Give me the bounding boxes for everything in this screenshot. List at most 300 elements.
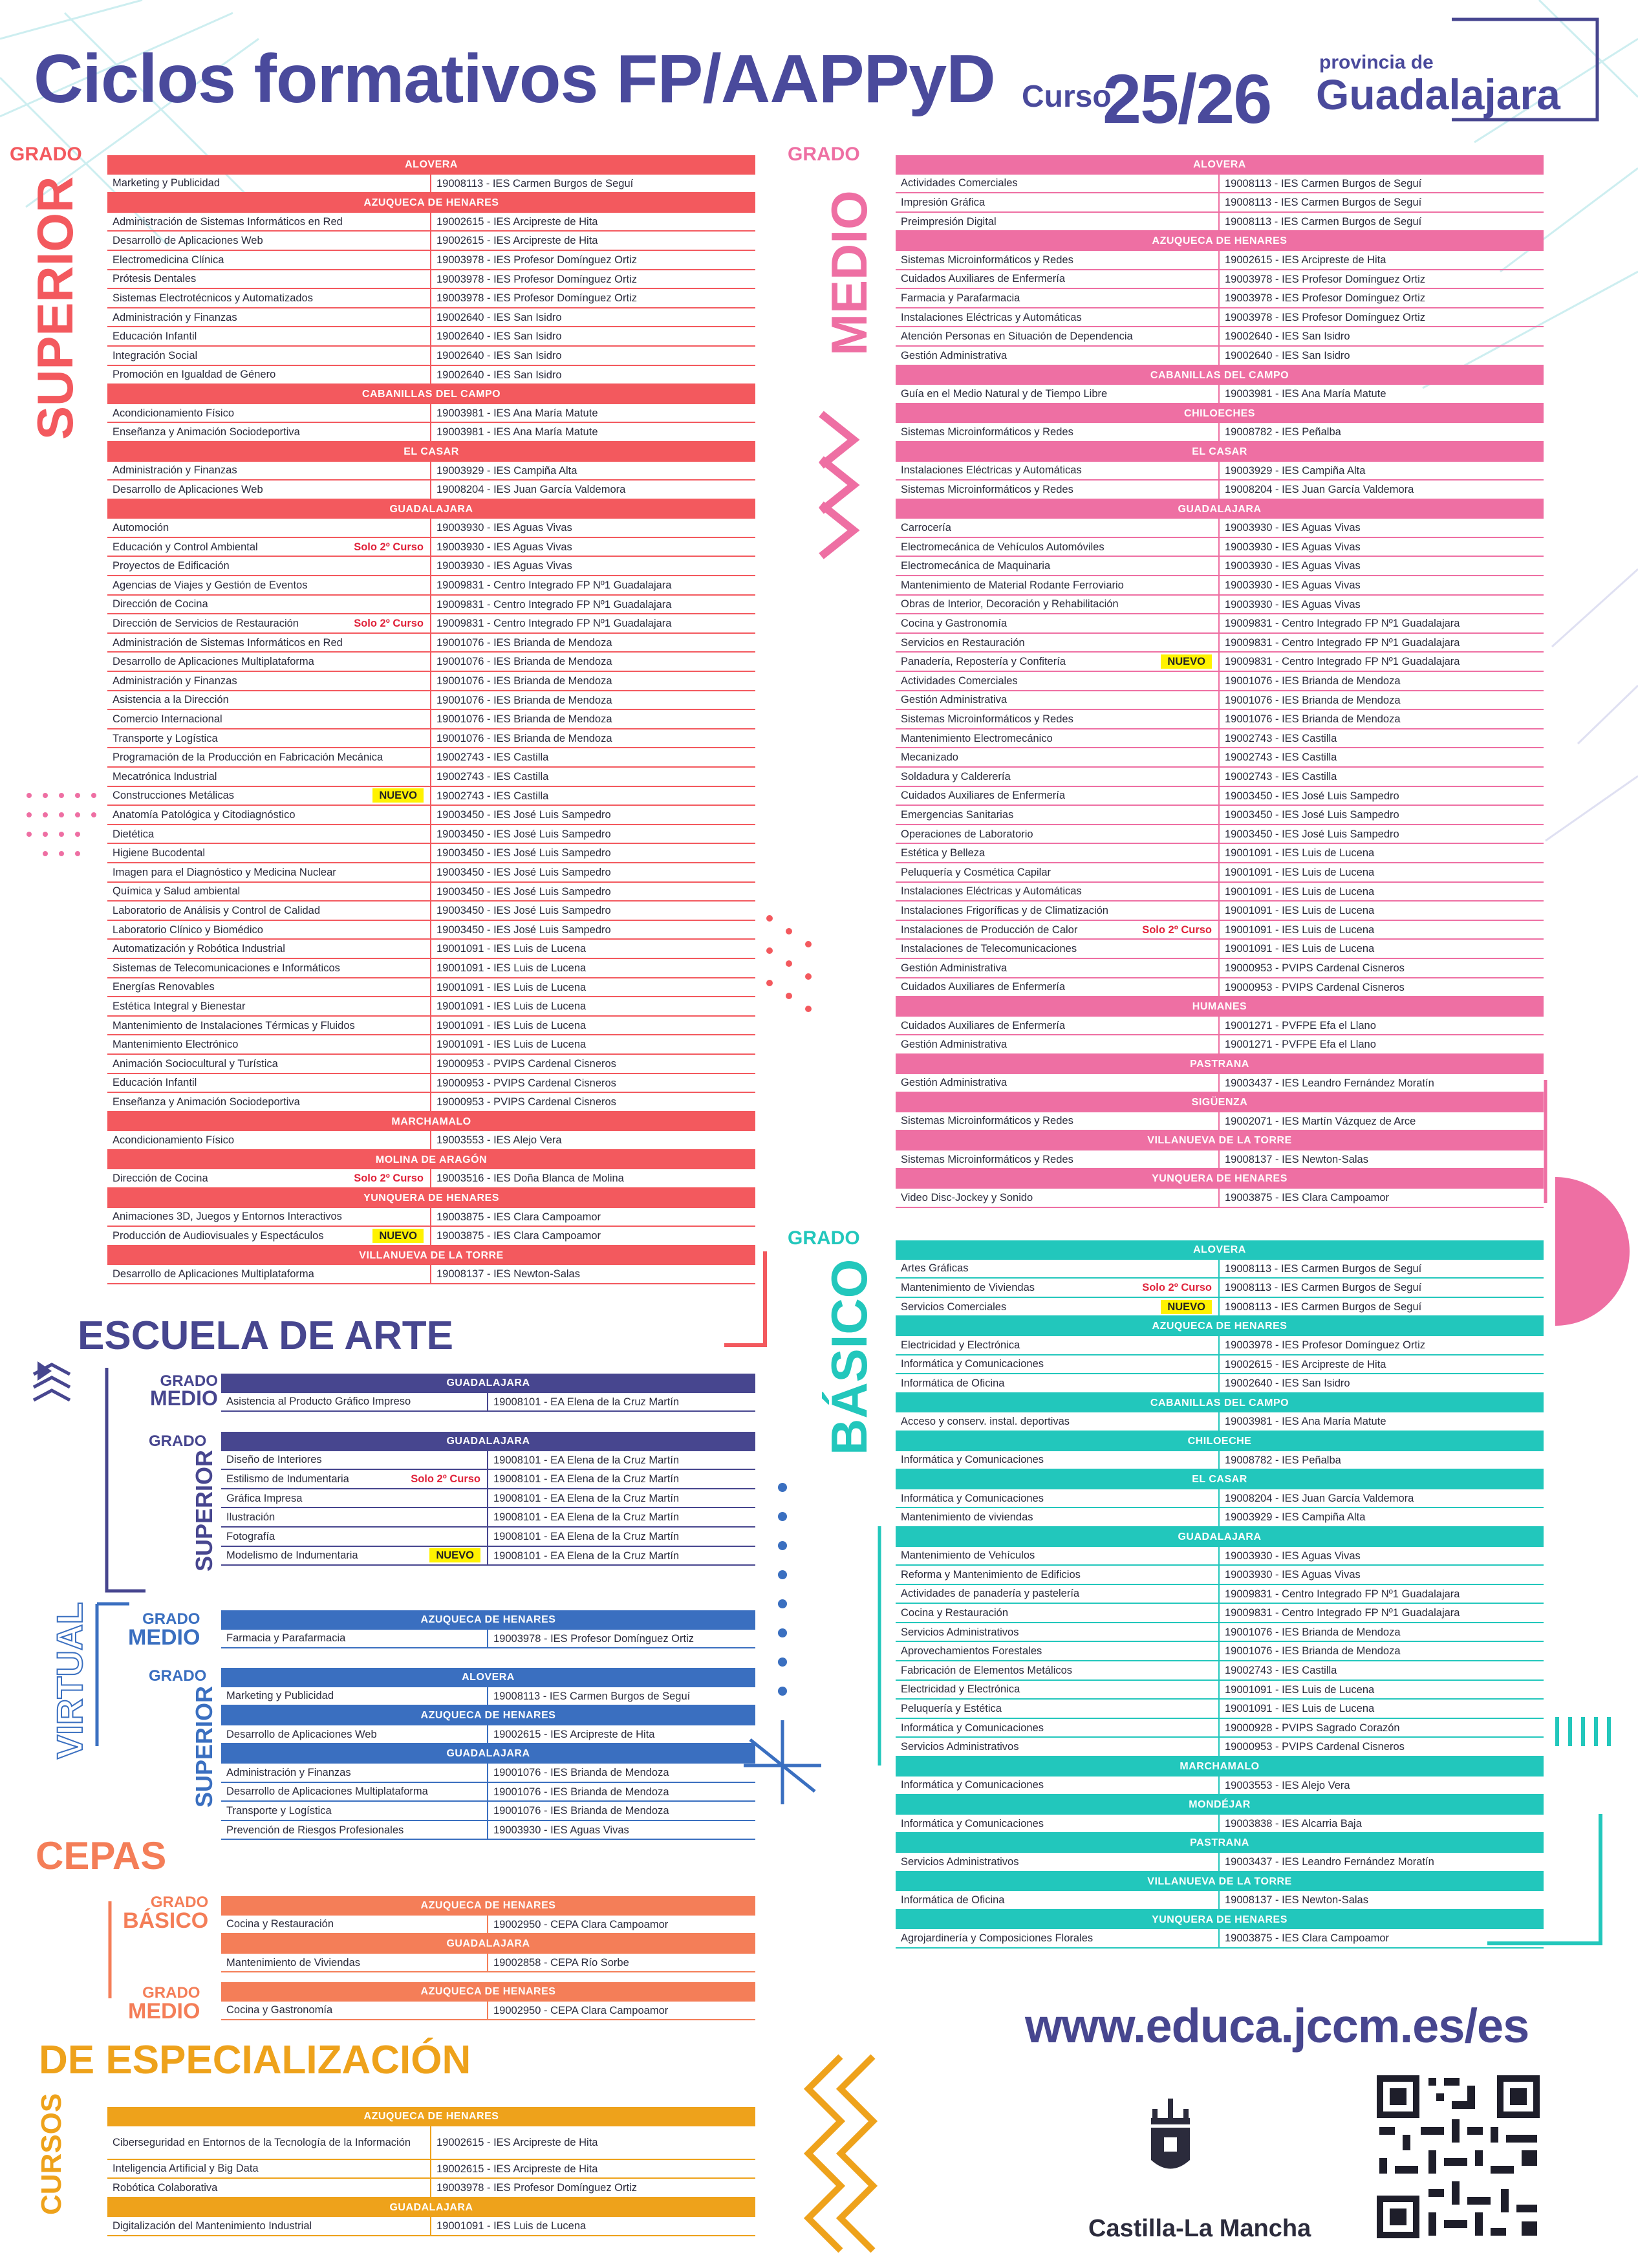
center-code: 19001076 - IES Brianda de Mendoza (436, 675, 612, 687)
center-code: 19000928 - PVIPS Sagrado Corazón (1225, 1722, 1400, 1734)
location-header-yunquera-de-henares: YUNQUERA DE HENARES (107, 1189, 755, 1208)
table-row (896, 1017, 1544, 1036)
course-name: Carrocería (901, 522, 951, 534)
location-header-villanueva-de-la-torre: VILLANUEVA DE LA TORRE (107, 1246, 755, 1266)
center-code: 19000953 - PVIPS Cardenal Cisneros (1225, 981, 1405, 993)
course-name: Laboratorio de Análisis y Control de Calidad (113, 904, 321, 916)
course-name: Desarrollo de Aplicaciones Web (113, 235, 263, 247)
center-code: 19003930 - IES Aguas Vivas (1225, 1550, 1361, 1562)
course-name: Programación de la Producción en Fabricación Mecánica (113, 751, 383, 764)
course-name: Educación Infantil (113, 330, 197, 343)
course-name: Informática de Oficina (901, 1377, 1005, 1389)
center-code: 19008101 - EA Elena de la Cruz Martín (493, 1473, 680, 1485)
table-row (107, 557, 755, 576)
table-row (896, 423, 1544, 442)
course-name: Prótesis Dentales (113, 273, 197, 285)
nuevo-badge: NUEVO (1161, 1300, 1212, 1314)
center-code: 19000953 - PVIPS Cardenal Cisneros (1225, 1741, 1405, 1753)
table-row (107, 902, 755, 921)
center-code: 19008113 - IES Carmen Burgos de Seguí (436, 177, 634, 189)
course-name: Gestión Administrativa (901, 349, 1008, 362)
course-name: Cuidados Auxiliares de Enfermería (901, 790, 1066, 802)
center-code: 19003553 - IES Alejo Vera (436, 1134, 562, 1147)
table-row (896, 308, 1544, 328)
medio-text: MEDIO (128, 1625, 200, 1650)
course-name: Dietética (113, 828, 155, 840)
course-name: Electricidad y Electrónica (901, 1339, 1020, 1351)
cepas-basico-table (221, 1896, 755, 1972)
table-row (896, 672, 1544, 691)
course-name: Acondicionamiento Físico (113, 407, 235, 419)
table-row (107, 251, 755, 270)
table-row (896, 1815, 1544, 1834)
course-name: Gráfica Impresa (226, 1492, 303, 1504)
course-name: Estética y Belleza (901, 847, 986, 859)
table-row (107, 462, 755, 481)
location-header-alovera: ALOVERA (221, 1668, 755, 1687)
course-name: Video Disc-Jockey y Sonido (901, 1191, 1033, 1204)
table-row (896, 1112, 1544, 1132)
location-header-mondejar: MONDÉJAR (896, 1795, 1544, 1815)
course-name: Modelismo de Indumentaria (226, 1550, 358, 1562)
course-name: Impresión Gráfica (901, 196, 986, 208)
course-name: Electromecánica de Maquinaria (901, 560, 1051, 572)
center-code: 19003978 - IES Profesor Domínguez Ortiz (436, 292, 637, 305)
center-code: 19003930 - IES Aguas Vivas (1225, 541, 1361, 553)
course-name: Integración Social (113, 349, 198, 362)
course-name: Comercio Internacional (113, 713, 222, 726)
course-name: Dirección de Cocina (113, 598, 208, 610)
course-name: Gestión Administrativa (901, 1039, 1008, 1051)
center-code: 19003930 - IES Aguas Vivas (493, 1824, 629, 1836)
center-code: 19003450 - IES José Luis Sampedro (1225, 809, 1399, 821)
center-code: 19008113 - IES Carmen Burgos de Seguí (1225, 1282, 1422, 1294)
table-row (221, 1547, 755, 1566)
table-row (896, 557, 1544, 576)
center-code: 19002743 - IES Castilla (436, 790, 549, 802)
center-code: 19001091 - IES Luis de Lucena (436, 943, 587, 955)
course-name: Sistemas Microinformáticos y Redes (901, 713, 1073, 726)
center-code: 19003929 - IES Campiña Alta (436, 464, 577, 477)
table-row (896, 327, 1544, 347)
course-name: Marketing y Publicidad (226, 1690, 334, 1702)
center-code: 19009831 - Centro Integrado FP Nº1 Guadalajara (1225, 618, 1460, 630)
course-name: Producción de Audiovisuales y Espectáculos (113, 1230, 324, 1242)
table-row (107, 2160, 755, 2179)
location-header-guadalajara: GUADALAJARA (107, 2198, 755, 2218)
course-name: Diseño de Interiores (226, 1454, 322, 1466)
table-row (896, 1189, 1544, 1208)
escuela-arte-title: ESCUELA DE ARTE (78, 1313, 454, 1358)
center-code: 19008137 - IES Newton-Salas (1225, 1894, 1368, 1906)
center-code: 19000953 - PVIPS Cardenal Cisneros (436, 1057, 616, 1070)
center-code: 19009831 - Centro Integrado FP Nº1 Guadalajara (436, 598, 672, 610)
course-name: Laboratorio Clínico y Biomédico (113, 923, 263, 936)
table-row (896, 1150, 1544, 1170)
center-code: 19003450 - IES José Luis Sampedro (436, 905, 611, 917)
arte-medio-table (221, 1374, 755, 1412)
center-code: 19008113 - IES Carmen Burgos de Seguí (493, 1690, 691, 1702)
course-name: Sistemas de Telecomunicaciones e Informáticos (113, 962, 340, 974)
course-name: Energías Renovables (113, 981, 215, 993)
center-code: 19008137 - IES Newton-Salas (1225, 1153, 1368, 1165)
course-name: Mantenimiento de Material Rodante Ferroviario (901, 579, 1124, 591)
table-row (221, 1916, 755, 1935)
center-code: 19001076 - IES Brianda de Mendoza (436, 636, 612, 649)
center-code: 19003450 - IES José Luis Sampedro (1225, 790, 1399, 802)
center-code: 19003838 - IES Alcarria Baja (1225, 1817, 1362, 1830)
table-row (107, 213, 755, 232)
center-code: 19008113 - IES Carmen Burgos de Seguí (1225, 1262, 1422, 1275)
table-row (107, 175, 755, 194)
table-row (221, 1725, 755, 1745)
center-code: 19001091 - IES Luis de Lucena (1225, 847, 1375, 859)
table-row (221, 1489, 755, 1509)
cepas-title: CEPAS (36, 1834, 167, 1877)
cepas-medio-table (221, 1982, 755, 2020)
course-name: Administración y Finanzas (113, 464, 237, 477)
table-row (107, 481, 755, 500)
location-header-humanes: HUMANES (896, 997, 1544, 1017)
grado-text: GRADO (150, 1894, 209, 1911)
table-row (896, 1719, 1544, 1738)
course-name: Informática de Oficina (901, 1894, 1005, 1906)
center-code: 19001076 - IES Brianda de Mendoza (436, 694, 612, 706)
course-name: Cuidados Auxiliares de Enfermería (901, 273, 1066, 285)
center-code: 19001091 - IES Luis de Lucena (436, 2220, 587, 2232)
course-name: Guía en el Medio Natural y de Tiempo Libre (901, 387, 1108, 400)
course-name: Informática y Comunicaciones (901, 1454, 1044, 1466)
center-code: 19008113 - IES Carmen Burgos de Seguí (1225, 215, 1422, 228)
page-title: Ciclos formativos FP/AAPPyD (34, 41, 995, 117)
center-code: 19003437 - IES Leandro Fernández Moratín (1225, 1856, 1434, 1868)
course-name: Peluquería y Cosmética Capilar (901, 866, 1051, 878)
course-name: Mantenimiento Electromecánico (901, 732, 1053, 744)
table-row (896, 576, 1544, 596)
course-name: Educación Infantil (113, 1077, 197, 1089)
table-row (896, 1547, 1544, 1566)
table-row (107, 519, 755, 538)
table-row (107, 2179, 755, 2198)
table-row (896, 806, 1544, 825)
course-name: Desarrollo de Aplicaciones Multiplataforma (113, 1268, 314, 1280)
table-row (107, 691, 755, 711)
table-row (107, 940, 755, 959)
cursos-vertical-label: CURSOS (36, 2093, 67, 2215)
table-row (896, 1891, 1544, 1910)
table-row (896, 729, 1544, 749)
table-row (107, 1169, 755, 1189)
course-name: Servicios Administrativos (901, 1741, 1019, 1753)
course-name: Cocina y Gastronomía (226, 2004, 333, 2016)
table-row (107, 844, 755, 863)
center-code: 19001091 - IES Luis de Lucena (1225, 1703, 1375, 1715)
table-row (107, 2217, 755, 2236)
table-row (107, 768, 755, 787)
arte-superior-vertical-label: SUPERIOR (191, 1449, 217, 1571)
center-code: 19008101 - EA Elena de la Cruz Martín (493, 1454, 680, 1466)
table-row (107, 232, 755, 251)
course-name: Cuidados Auxiliares de Enfermería (901, 981, 1066, 993)
website-link[interactable]: www.educa.jccm.es/es (1025, 1999, 1529, 2053)
center-code: 19008204 - IES Juan García Valdemora (436, 484, 626, 496)
qr-code-icon[interactable] (1374, 2073, 1542, 2241)
course-name: Digitalización del Mantenimiento Industrial (113, 2220, 312, 2232)
center-code: 19003450 - IES José Luis Sampedro (436, 847, 611, 859)
center-code: 19002640 - IES San Isidro (1225, 330, 1350, 343)
center-code: 19003978 - IES Profesor Domínguez Ortiz (1225, 311, 1425, 323)
virtual-medio-table (221, 1610, 755, 1648)
course-name: Instalaciones Eléctricas y Automáticas (901, 885, 1082, 898)
location-header-guadalajara: GUADALAJARA (107, 500, 755, 519)
superior-vertical-label: SUPERIOR (27, 176, 83, 440)
course-name: Informática y Comunicaciones (901, 1817, 1044, 1830)
solo-segundo-curso-badge: Solo 2º Curso (354, 541, 424, 553)
table-row (107, 1017, 755, 1036)
table-row (896, 902, 1544, 921)
center-code: 19003978 - IES Profesor Domínguez Ortiz (436, 2182, 637, 2194)
table-row (896, 538, 1544, 557)
course-name: Cocina y Restauración (226, 1918, 334, 1930)
course-name: Fotografía (226, 1530, 275, 1542)
center-code: 19008204 - IES Juan García Valdemora (1225, 484, 1414, 496)
table-row (896, 1279, 1544, 1298)
table-row (221, 1508, 755, 1528)
center-code: 19003978 - IES Profesor Domínguez Ortiz (1225, 292, 1425, 305)
center-code: 19003450 - IES José Luis Sampedro (436, 828, 611, 840)
course-name: Servicios Comerciales (901, 1301, 1007, 1313)
course-name: Enseñanza y Animación Sociodeportiva (113, 1096, 300, 1108)
course-name: Mantenimiento de Instalaciones Térmicas y Fluidos (113, 1019, 355, 1031)
center-code: 19009831 - Centro Integrado FP Nº1 Guadalajara (1225, 656, 1460, 668)
table-row (896, 213, 1544, 232)
course-name: Transporte y Logística (113, 732, 218, 744)
table-row (896, 1853, 1544, 1872)
course-name: Instalaciones Eléctricas y Automáticas (901, 311, 1082, 323)
course-name: Informática y Comunicaciones (901, 1779, 1044, 1791)
table-row (107, 863, 755, 883)
location-header-azuqueca-de-henares: AZUQUECA DE HENARES (896, 1317, 1544, 1336)
course-name: Sistemas Microinformáticos y Redes (901, 483, 1073, 495)
medio-table (896, 155, 1544, 1208)
table-row (107, 672, 755, 691)
center-code: 19008101 - EA Elena de la Cruz Martín (493, 1550, 680, 1562)
table-row (107, 997, 755, 1017)
center-code: 19002743 - IES Castilla (1225, 732, 1337, 744)
solo-segundo-curso-badge: Solo 2º Curso (1142, 1281, 1212, 1293)
center-code: 19002743 - IES Castilla (1225, 1665, 1337, 1677)
center-code: 19002615 - IES Arcipreste de Hita (1225, 254, 1386, 266)
center-code: 19003875 - IES Clara Campoamor (1225, 1192, 1390, 1204)
course-name: Mantenimiento de Viviendas (901, 1281, 1035, 1293)
center-code: 19001076 - IES Brianda de Mendoza (1225, 1626, 1401, 1638)
table-row (107, 825, 755, 845)
center-code: 19001091 - IES Luis de Lucena (1225, 1683, 1375, 1696)
center-code: 19003875 - IES Clara Campoamor (436, 1211, 601, 1223)
course-name: Atención Personas en Situación de Dependencia (901, 330, 1133, 343)
solo-segundo-curso-badge: Solo 2º Curso (1142, 923, 1212, 936)
table-row (107, 1208, 755, 1227)
location-header-azuqueca-de-henares: AZUQUECA DE HENARES (107, 2107, 755, 2126)
table-row (221, 1783, 755, 1802)
location-header-pastrana: PASTRANA (896, 1055, 1544, 1074)
course-name: Servicios Administrativos (901, 1855, 1019, 1868)
center-code: 19001076 - IES Brianda de Mendoza (1225, 675, 1401, 687)
center-code: 19003978 - IES Profesor Domínguez Ortiz (1225, 273, 1425, 285)
center-code: 19001091 - IES Luis de Lucena (1225, 943, 1375, 955)
course-name: Emergencias Sanitarias (901, 808, 1014, 821)
center-code: 19008137 - IES Newton-Salas (436, 1268, 580, 1280)
solo-segundo-curso-badge: Solo 2º Curso (354, 1172, 424, 1185)
location-header-molina-de-aragon: MOLINA DE ARAGÓN (107, 1150, 755, 1170)
course-name: Gestión Administrativa (901, 694, 1008, 706)
table-row (107, 596, 755, 615)
course-name: Actividades Comerciales (901, 177, 1018, 189)
course-name: Automatización y Robótica Industrial (113, 943, 285, 955)
course-name: Mecatrónica Industrial (113, 770, 217, 783)
location-header-cabanillas-del-campo: CABANILLAS DEL CAMPO (896, 366, 1544, 385)
medio-text: MEDIO (128, 1999, 200, 2024)
center-code: 19009831 - Centro Integrado FP Nº1 Guadalajara (436, 579, 672, 592)
table-row (107, 710, 755, 729)
center-code: 19001076 - IES Brianda de Mendoza (493, 1766, 669, 1778)
cepas-grado-basico-label (123, 1894, 208, 1932)
location-header-marchamalo: MARCHAMALO (896, 1757, 1544, 1777)
course-name: Servicios Administrativos (901, 1626, 1019, 1638)
table-row (896, 748, 1544, 768)
course-name: Animación Sociocultural y Turística (113, 1057, 278, 1070)
table-row (896, 1585, 1544, 1604)
table-row (896, 481, 1544, 500)
center-code: 19002950 - CEPA Clara Campoamor (493, 1918, 669, 1930)
table-row (107, 423, 755, 442)
table-row (107, 634, 755, 653)
course-name: Acceso y conserv. instal. deportivas (901, 1416, 1070, 1428)
center-code: 19001076 - IES Brianda de Mendoza (1225, 713, 1401, 726)
center-code: 19008113 - IES Carmen Burgos de Seguí (1225, 1301, 1422, 1313)
center-code: 19002640 - IES San Isidro (436, 349, 562, 362)
especializacion-table (107, 2107, 755, 2236)
course-name: Aprovechamientos Forestales (901, 1645, 1042, 1658)
location-header-azuqueca-de-henares: AZUQUECA DE HENARES (221, 1982, 755, 2002)
course-name: Dirección de Servicios de Restauración (113, 618, 299, 630)
table-row (107, 576, 755, 596)
table-row (896, 596, 1544, 615)
course-name: Estética Integral y Bienestar (113, 1000, 246, 1012)
course-name: Desarrollo de Aplicaciones Multiplataforma (226, 1786, 428, 1798)
table-row (896, 193, 1544, 213)
course-name: Agrojardinería y Composiciones Florales (901, 1932, 1094, 1945)
course-name: Obras de Interior, Decoración y Rehabilitación (901, 598, 1119, 610)
course-name: Operaciones de Laboratorio (901, 828, 1033, 840)
center-code: 19001091 - IES Luis de Lucena (1225, 866, 1375, 878)
table-row (107, 327, 755, 347)
table-row (896, 1074, 1544, 1094)
center-code: 19003450 - IES José Luis Sampedro (1225, 828, 1399, 840)
table-row (896, 175, 1544, 194)
course-name: Promoción en Igualdad de Género (113, 369, 276, 381)
course-name: Administración y Finanzas (226, 1766, 351, 1778)
course-name: Cocina y Restauración (901, 1607, 1008, 1619)
table-row (107, 959, 755, 978)
course-name: Soldadura y Calderería (901, 770, 1011, 783)
course-name: Gestión Administrativa (901, 1077, 1008, 1089)
location-header-marchamalo: MARCHAMALO (107, 1112, 755, 1132)
center-code: 19003981 - IES Ana María Matute (1225, 1416, 1386, 1428)
grado-superior-label: GRADO (10, 144, 82, 165)
center-code: 19000953 - PVIPS Cardenal Cisneros (1225, 962, 1405, 974)
center-code: 19003875 - IES Clara Campoamor (1225, 1932, 1390, 1945)
course-name: Prevención de Riesgos Profesionales (226, 1824, 404, 1836)
course-name: Dirección de Cocina (113, 1172, 208, 1185)
location-header-chiloeche: CHILOECHE (896, 1432, 1544, 1451)
center-code: 19003930 - IES Aguas Vivas (436, 560, 572, 572)
center-code: 19002071 - IES Martín Vázquez de Arce (1225, 1115, 1416, 1127)
table-row (107, 538, 755, 557)
center-code: 19003978 - IES Profesor Domínguez Ortiz (436, 254, 637, 266)
grado-text: GRADO (142, 1610, 200, 1628)
table-row (896, 1661, 1544, 1681)
table-row (896, 1336, 1544, 1355)
medio-vertical-label: MEDIO (821, 190, 878, 356)
table-row (107, 806, 755, 825)
course-name: Asistencia a la Dirección (113, 694, 229, 706)
center-code: 19002640 - IES San Isidro (436, 311, 562, 323)
location-header-cabanillas-del-campo: CABANILLAS DEL CAMPO (896, 1394, 1544, 1413)
table-row (896, 1355, 1544, 1375)
course-name: Transporte y Logística (226, 1804, 332, 1817)
location-header-pastrana: PASTRANA (896, 1833, 1544, 1853)
solo-segundo-curso-badge: Solo 2º Curso (354, 618, 424, 630)
course-name: Fabricación de Elementos Metálicos (901, 1664, 1073, 1676)
center-code: 19003450 - IES José Luis Sampedro (436, 809, 611, 821)
center-code: 19003930 - IES Aguas Vivas (1225, 579, 1361, 592)
center-code: 19002640 - IES San Isidro (436, 369, 562, 381)
table-row (107, 921, 755, 940)
arte-superior-table (221, 1432, 755, 1566)
center-code: 19002858 - CEPA Río Sorbe (493, 1956, 629, 1969)
page-header (0, 0, 1638, 136)
table-row (896, 844, 1544, 863)
medio-text: MEDIO (150, 1387, 218, 1410)
course-name: Sistemas Microinformáticos y Redes (901, 426, 1073, 438)
location-header-siguenza: SIGÜENZA (896, 1093, 1544, 1112)
location-header-azuqueca-de-henares: AZUQUECA DE HENARES (221, 1706, 755, 1725)
center-code: 19009831 - Centro Integrado FP Nº1 Guadalajara (436, 618, 672, 630)
center-code: 19008101 - EA Elena de la Cruz Martín (493, 1511, 680, 1524)
table-row (896, 1777, 1544, 1796)
table-row (896, 1623, 1544, 1643)
center-code: 19001076 - IES Brianda de Mendoza (436, 713, 612, 726)
center-code: 19003553 - IES Alejo Vera (1225, 1779, 1350, 1791)
location-header-alovera: ALOVERA (896, 1240, 1544, 1260)
location-header-alovera: ALOVERA (107, 155, 755, 175)
table-row (107, 270, 755, 290)
course-name: Asistencia al Producto Gráfico Impreso (226, 1396, 411, 1408)
table-row (221, 1764, 755, 1783)
center-code: 19001091 - IES Luis de Lucena (1225, 923, 1375, 936)
course-name: Gestión Administrativa (901, 962, 1008, 974)
table-row (896, 940, 1544, 959)
course-name: Agencias de Viajes y Gestión de Eventos (113, 579, 308, 591)
center-code: 19001076 - IES Brianda de Mendoza (493, 1805, 669, 1817)
center-code: 19003450 - IES José Luis Sampedro (436, 885, 611, 898)
center-code: 19003516 - IES Doña Blanca de Molina (436, 1172, 624, 1185)
table-row (896, 462, 1544, 481)
center-code: 19001076 - IES Brianda de Mendoza (436, 656, 612, 668)
nuevo-badge: NUEVO (1161, 654, 1212, 669)
table-row (221, 1470, 755, 1489)
